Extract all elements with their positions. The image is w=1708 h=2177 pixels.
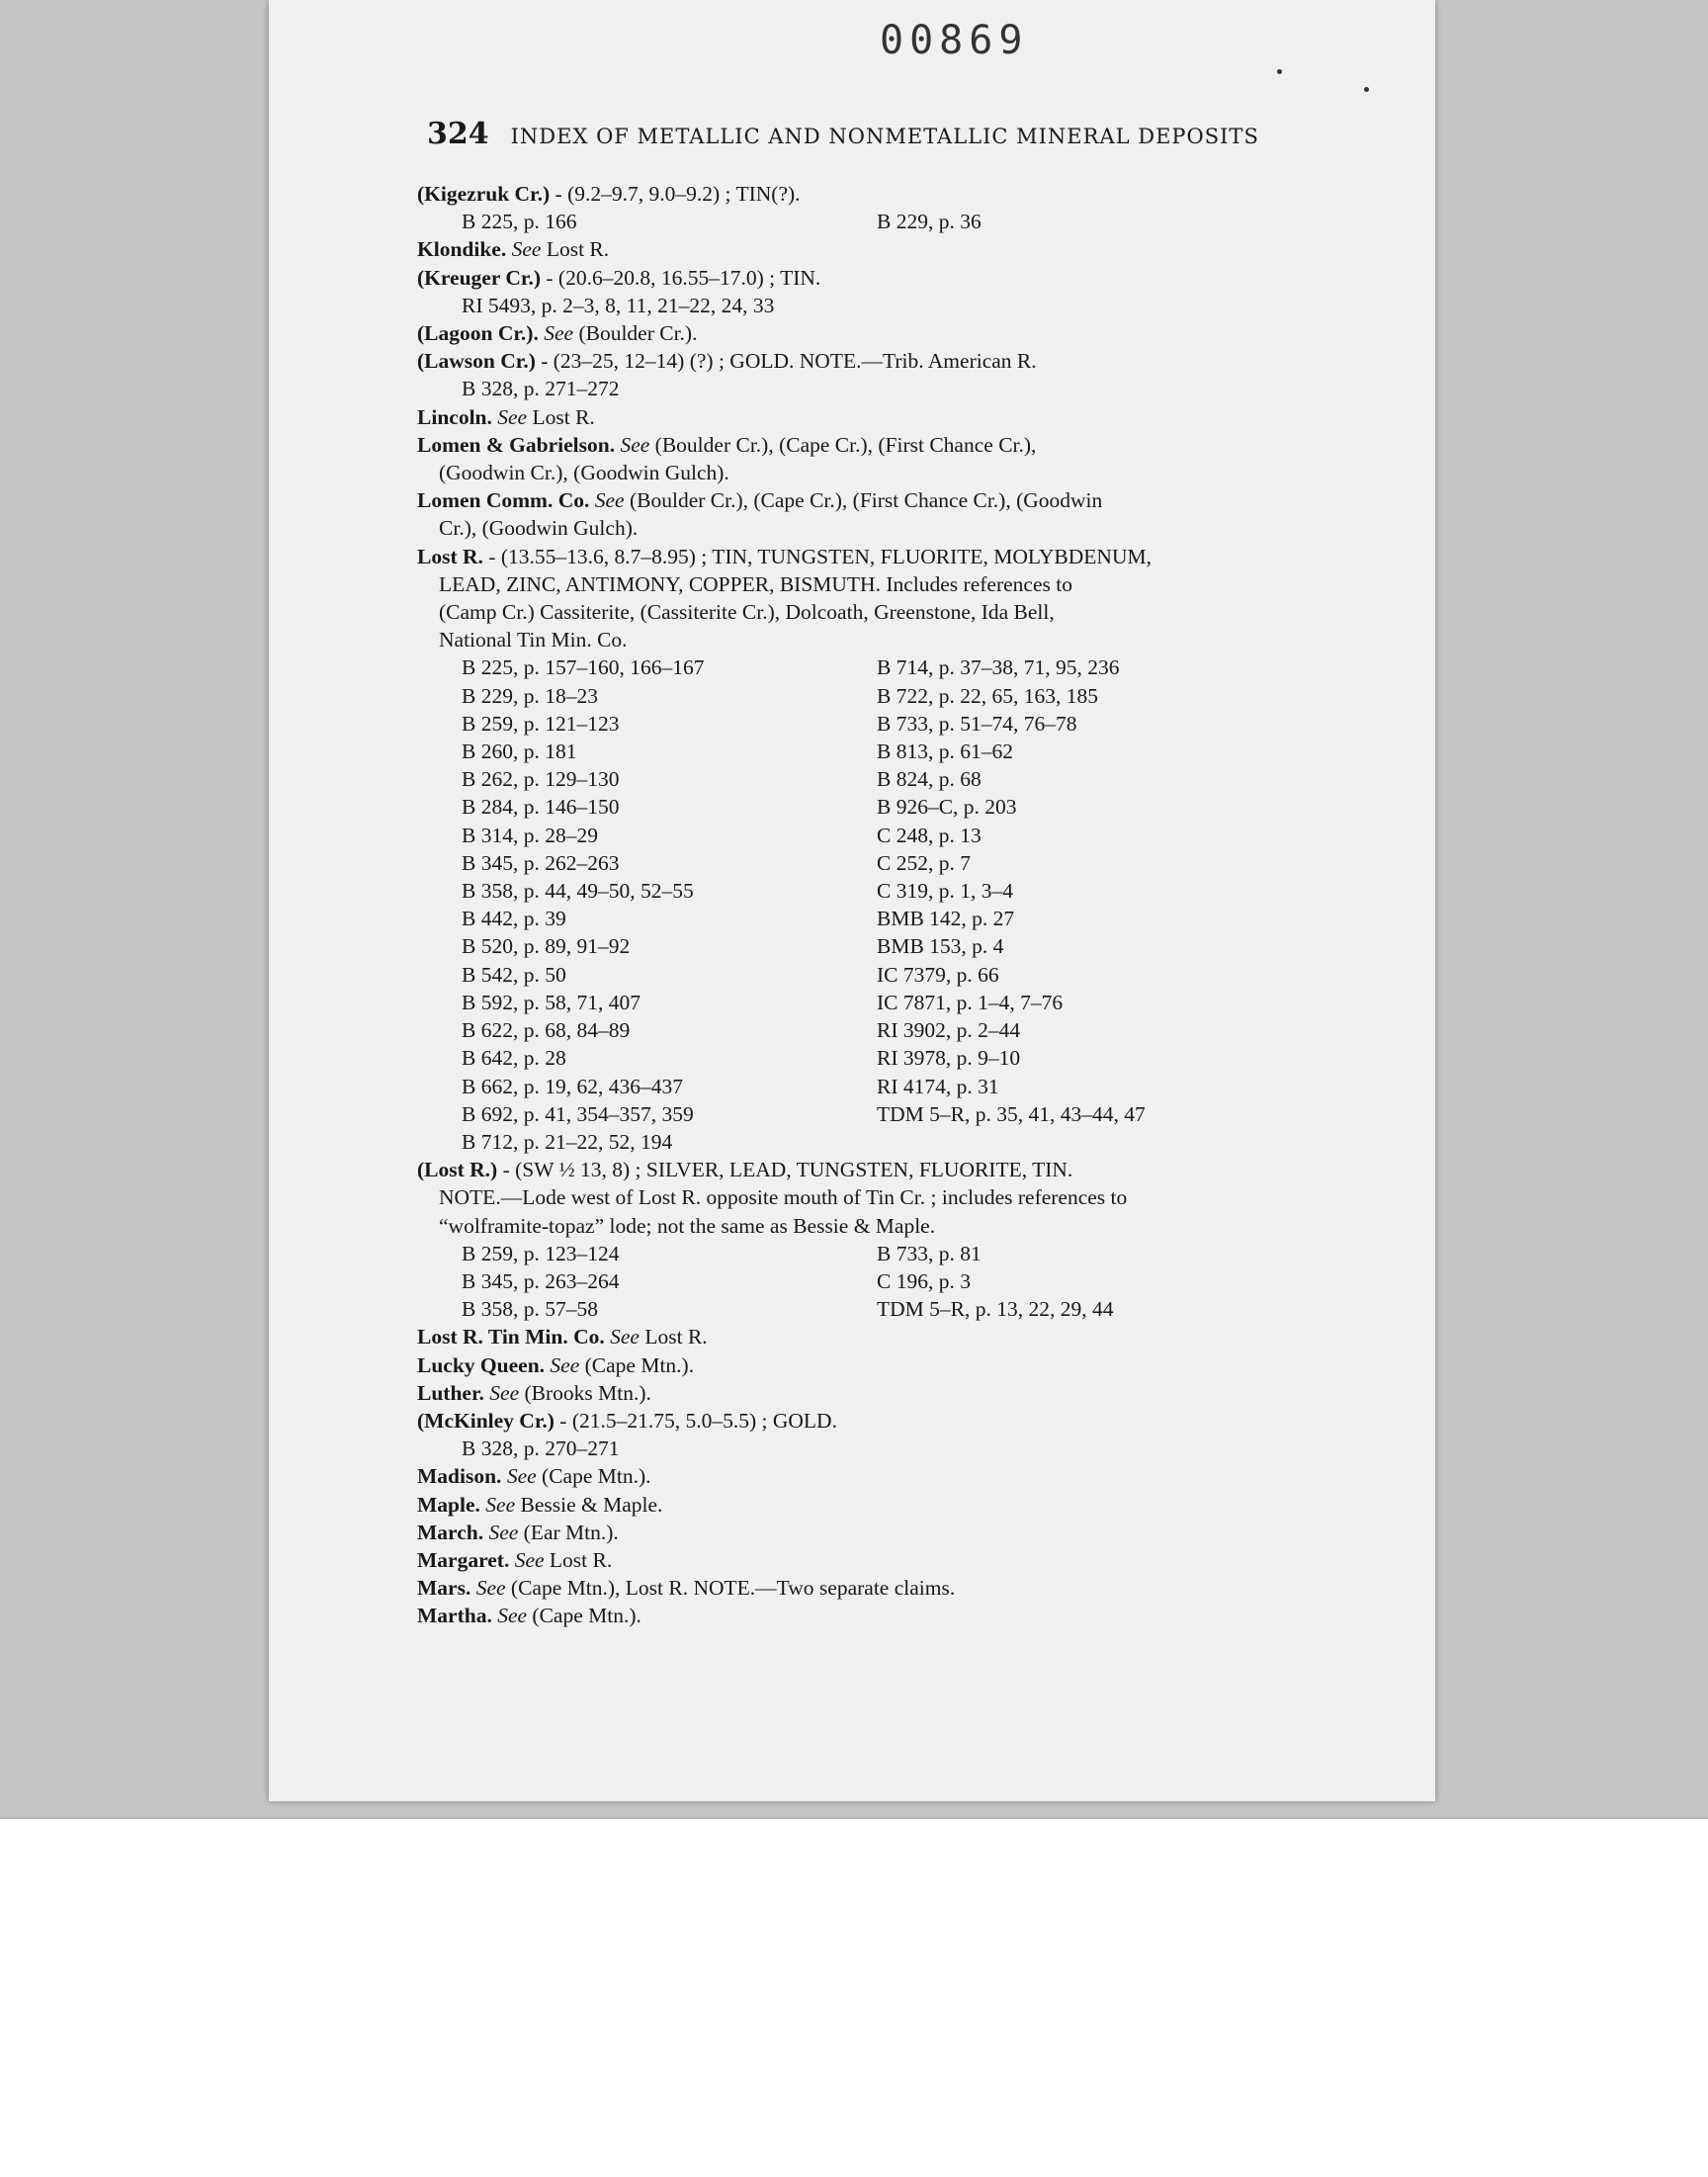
entry-continuation: National Tin Min. Co. <box>439 628 628 653</box>
reference: B 714, p. 37–38, 71, 95, 236 <box>877 655 1120 680</box>
entry-detail: - (SW ½ 13, 8) ; SILVER, LEAD, TUNGSTEN, FLUORITE, TIN. <box>497 1158 1073 1182</box>
entry-continuation: “wolframite-topaz” lode; not the same as Bessie & Maple. <box>439 1213 936 1238</box>
see-label: See <box>506 1464 537 1489</box>
reference: B 824, p. 68 <box>877 767 982 792</box>
entry-name: Madison. <box>417 1464 502 1489</box>
index-entry <box>417 486 1287 514</box>
index-body <box>417 180 1287 1630</box>
see-label: See <box>511 237 542 262</box>
entry-name: Lomen Comm. Co. <box>417 488 590 513</box>
index-entry <box>417 1323 1287 1350</box>
index-entry <box>417 235 1287 263</box>
entry-detail: - (21.5–21.75, 5.0–5.5) ; GOLD. <box>554 1408 837 1433</box>
entry-detail: Lost R. <box>544 1547 613 1572</box>
reference-list <box>417 653 1287 1156</box>
entry-detail: (Ear Mtn.). <box>518 1520 619 1544</box>
entry-continuation: LEAD, ZINC, ANTIMONY, COPPER, BISMUTH. Includes references to <box>439 571 1072 596</box>
index-entry <box>417 1491 1287 1519</box>
entry-name: (Kreuger Cr.) <box>417 265 541 290</box>
reference-list <box>417 1435 1287 1462</box>
see-label: See <box>594 488 625 513</box>
entry-name: Luther. <box>417 1380 484 1405</box>
running-header <box>427 117 1317 151</box>
blank-area <box>0 1817 1708 2177</box>
index-entry <box>417 264 1287 292</box>
reference: B 733, p. 81 <box>877 1241 982 1265</box>
speck-mark <box>1364 87 1369 92</box>
reference: B 358, p. 57–58 <box>462 1297 598 1322</box>
entry-detail: - (13.55–13.6, 8.7–8.95) ; TIN, TUNGSTEN, FLUORITE, MOLYBDENUM, <box>482 544 1152 568</box>
reference: TDM 5–R, p. 13, 22, 29, 44 <box>877 1297 1114 1322</box>
see-label: See <box>610 1325 640 1350</box>
see-label: See <box>485 1492 516 1517</box>
reference: IC 7379, p. 66 <box>877 962 999 987</box>
reference: B 722, p. 22, 65, 163, 185 <box>877 683 1098 708</box>
index-entry <box>417 1462 1287 1490</box>
reference-list <box>417 208 1287 235</box>
entry-name: Lomen & Gabrielson. <box>417 432 616 457</box>
speck-mark <box>1277 69 1282 74</box>
reference: B 259, p. 121–123 <box>462 711 620 736</box>
reference: B 358, p. 44, 49–50, 52–55 <box>462 879 694 904</box>
see-label: See <box>488 1520 519 1544</box>
entry-detail: (Cape Mtn.). <box>527 1604 641 1628</box>
reference: B 926–C, p. 203 <box>877 795 1017 820</box>
see-label: See <box>475 1576 506 1601</box>
reference: B 592, p. 58, 71, 407 <box>462 990 640 1014</box>
entry-detail: Lost R. <box>541 237 610 262</box>
index-entry <box>417 1546 1287 1574</box>
see-label: See <box>497 404 528 429</box>
see-label: See <box>620 432 650 457</box>
see-label: See <box>550 1352 580 1377</box>
entry-name: (Lagoon Cr.). <box>417 321 539 346</box>
entry-detail: (Cape Mtn.). <box>536 1464 651 1489</box>
index-entry <box>417 431 1287 459</box>
see-label: See <box>489 1380 520 1405</box>
entry-detail: (Brooks Mtn.). <box>519 1380 651 1405</box>
reference: B 712, p. 21–22, 52, 194 <box>462 1129 673 1154</box>
entry-name: (McKinley Cr.) <box>417 1408 555 1433</box>
entry-name: Lost R. <box>417 544 483 568</box>
entry-name: Martha. <box>417 1604 492 1628</box>
entry-name: Klondike. <box>417 237 507 262</box>
reference: RI 5493, p. 2–3, 8, 11, 21–22, 24, 33 <box>462 293 775 317</box>
index-entry <box>417 403 1287 431</box>
reference: B 225, p. 166 <box>462 210 577 234</box>
entry-name: Lost R. Tin Min. Co. <box>417 1325 605 1350</box>
reference: B 229, p. 18–23 <box>462 683 598 708</box>
index-entry <box>417 1574 1287 1602</box>
entry-name: Mars. <box>417 1576 471 1601</box>
reference: B 314, p. 28–29 <box>462 823 598 847</box>
reference-list <box>417 1240 1287 1324</box>
entry-name: Lucky Queen. <box>417 1352 546 1377</box>
entry-detail: (Cape Mtn.). <box>579 1352 695 1377</box>
entry-name: March. <box>417 1520 484 1544</box>
index-entry <box>417 180 1287 208</box>
entry-detail: (Boulder Cr.), (Cape Cr.), (First Chance Cr.), (Goodwin <box>624 488 1103 513</box>
reference-list <box>417 292 1287 319</box>
running-title: INDEX OF METALLIC AND NONMETALLIC MINERAL DEPOSITS <box>510 125 1259 148</box>
reference: B 345, p. 262–263 <box>462 850 620 875</box>
reference: RI 3902, p. 2–44 <box>877 1018 1021 1043</box>
entry-detail: (Boulder Cr.). <box>573 321 698 346</box>
entry-detail: Lost R. <box>639 1325 708 1350</box>
entry-name: (Lawson Cr.) <box>417 349 536 374</box>
see-label: See <box>544 321 574 346</box>
reference: B 622, p. 68, 84–89 <box>462 1018 631 1043</box>
entry-name: (Lost R.) <box>417 1158 498 1182</box>
entry-continuation: Cr.), (Goodwin Gulch). <box>439 516 639 541</box>
index-entry <box>417 1519 1287 1546</box>
page-number: 324 <box>427 117 489 151</box>
reference: B 662, p. 19, 62, 436–437 <box>462 1074 683 1098</box>
entry-continuation: (Goodwin Cr.), (Goodwin Gulch). <box>439 461 729 485</box>
entry-detail: - (23–25, 12–14) (?) ; GOLD. NOTE.—Trib. American R. <box>535 349 1037 374</box>
reference: C 196, p. 3 <box>877 1268 971 1293</box>
entry-name: Lincoln. <box>417 404 492 429</box>
reference: B 813, p. 61–62 <box>877 740 1013 764</box>
entry-name: (Kigezruk Cr.) <box>417 182 551 206</box>
index-entry <box>417 319 1287 347</box>
reference: B 328, p. 271–272 <box>462 377 620 401</box>
reference: B 345, p. 263–264 <box>462 1268 620 1293</box>
reference: BMB 142, p. 27 <box>877 907 1015 931</box>
reference: C 319, p. 1, 3–4 <box>877 879 1013 904</box>
reference: C 252, p. 7 <box>877 850 971 875</box>
reference: B 733, p. 51–74, 76–78 <box>877 711 1077 736</box>
index-entry <box>417 1379 1287 1407</box>
reference: RI 4174, p. 31 <box>877 1074 999 1098</box>
reference: B 284, p. 146–150 <box>462 795 620 820</box>
document-page <box>269 0 1435 1801</box>
index-entry <box>417 347 1287 375</box>
entry-continuation: (Camp Cr.) Cassiterite, (Cassiterite Cr.), Dolcoath, Greenstone, Ida Bell, <box>439 600 1055 625</box>
index-entry <box>417 1156 1287 1183</box>
reference: B 520, p. 89, 91–92 <box>462 934 631 959</box>
entry-detail: - (9.2–9.7, 9.0–9.2) ; TIN(?). <box>550 182 801 206</box>
entry-continuation: NOTE.—Lode west of Lost R. opposite mouth of Tin Cr. ; includes references to <box>439 1185 1128 1210</box>
entry-name: Margaret. <box>417 1547 510 1572</box>
see-label: See <box>497 1604 528 1628</box>
reference: B 262, p. 129–130 <box>462 767 620 792</box>
reference: C 248, p. 13 <box>877 823 982 847</box>
entry-detail: Lost R. <box>527 404 595 429</box>
reference: BMB 153, p. 4 <box>877 934 1004 959</box>
reference: B 328, p. 270–271 <box>462 1437 620 1461</box>
reference: B 260, p. 181 <box>462 740 577 764</box>
reference: B 692, p. 41, 354–357, 359 <box>462 1101 694 1126</box>
entry-detail: - (20.6–20.8, 16.55–17.0) ; TIN. <box>541 265 821 290</box>
index-entry <box>417 1407 1287 1435</box>
reference: RI 3978, p. 9–10 <box>877 1046 1021 1071</box>
see-label: See <box>514 1547 545 1572</box>
reference: TDM 5–R, p. 35, 41, 43–44, 47 <box>877 1101 1146 1126</box>
reference: B 225, p. 157–160, 166–167 <box>462 655 705 680</box>
entry-name: Maple. <box>417 1492 480 1517</box>
entry-detail: (Boulder Cr.), (Cape Cr.), (First Chance Cr.), <box>649 432 1037 457</box>
reference: IC 7871, p. 1–4, 7–76 <box>877 990 1064 1014</box>
reference: B 259, p. 123–124 <box>462 1241 620 1265</box>
entry-detail: (Cape Mtn.), Lost R. NOTE.—Two separate claims. <box>505 1576 956 1601</box>
stamp-number: 00869 <box>880 18 1029 63</box>
reference <box>877 1128 1292 1156</box>
entry-detail: Bessie & Maple. <box>515 1492 663 1517</box>
index-entry <box>417 1351 1287 1379</box>
reference: B 542, p. 50 <box>462 962 566 987</box>
reference: B 442, p. 39 <box>462 907 566 931</box>
index-entry <box>417 1602 1287 1629</box>
reference: B 229, p. 36 <box>877 210 982 234</box>
index-entry <box>417 543 1287 570</box>
reference: B 642, p. 28 <box>462 1046 566 1071</box>
reference-list <box>417 375 1287 402</box>
